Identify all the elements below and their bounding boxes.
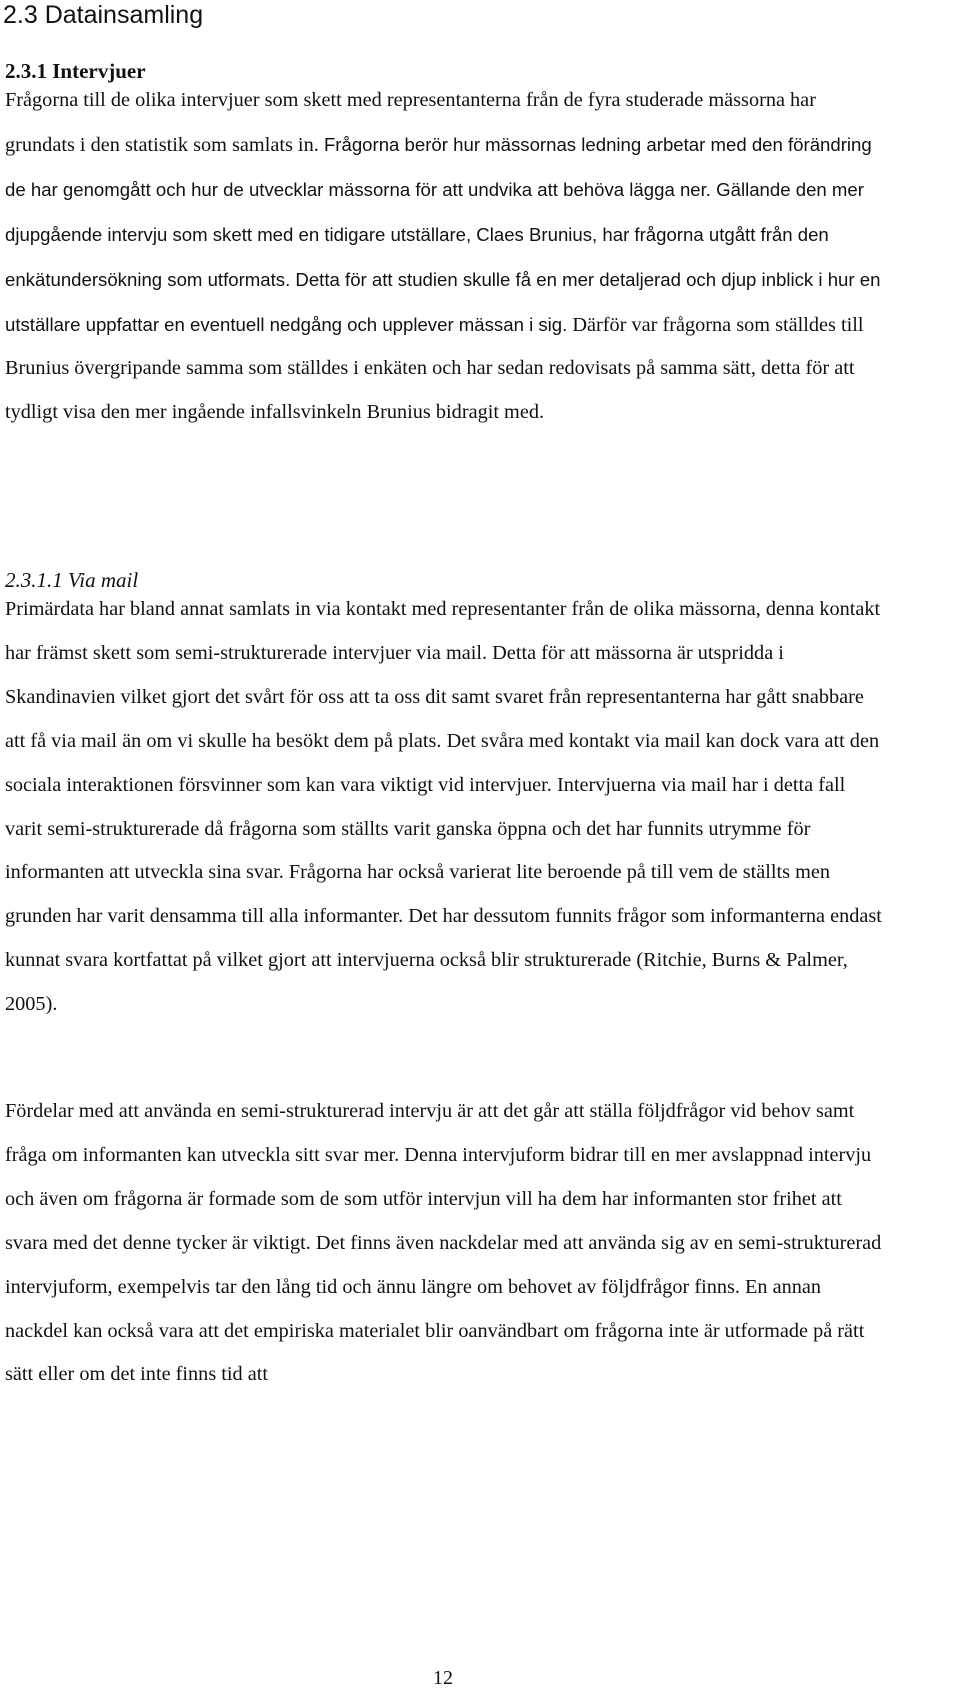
paragraph-semi-structured: Fördelar med att använda en semi-strukturerad intervju är att det går att ställa följdfrågor vid behov samt fråga om informanten kan utveckla sitt svar mer. Denna intervjuform bidrar till en mer avslappnad intervju och även om frågorna är formade som de som utför intervjun vill ha dem har informanten stor frihet att svara med det denne tycker är viktigt. Det finns även nackdelar med att använda sig av en semi-strukturerad intervjuform, exempelvis tar den lång tid och ännu längre om behovet av följdfrågor finns. En annan nackdel kan också vara att det empiriska materialet blir oanvändbart om frågorna inte är utformade på rätt sätt eller om det inte finns tid att [5,1100,882,1386]
paragraph-interviews-part-a: Frågorna till de olika intervjuer som skett med representanterna från de fyra studerade mässorna har grundats i den statistik som samlats in. [5,89,816,156]
paragraph-interviews-part-b: Frågorna berör hur mässornas ledning arbetar med den förändring de har genomgått och hur de utvecklar mässorna för att undvika att behöva lägga ner. [5,133,872,200]
page-number: 12 [433,1667,453,1689]
sub-subsection-heading: 2.3.1.1 Via mail [5,568,139,592]
section-heading: 2.3 Datainsamling [3,1,204,29]
paragraph-interviews-part-c: Gällande den mer djupgående intervju som skett med en tidigare utställare, Claes Brunius, har frågorna utgått från den enkätundersökning som utformats. Detta för att studien skulle få en mer detaljerad och djup inblick i hur en utställare uppfattar en eventuell nedgång och upplever mässan i sig. [5,178,881,335]
paragraph-interviews-part-d: Därför var frågorna som ställdes till Brunius övergripande samma som ställdes i enkäten och har sedan redovisats på samma sätt, detta för att tydligt visa den mer ingående infallsvinkeln Brunius bidragit med. [5,313,864,424]
subsection-heading: 2.3.1 Intervjuer [5,59,146,83]
paragraph-interviews [5,79,885,435]
paragraph-via-mail: Primärdata har bland annat samlats in via kontakt med representanter från de olika mässorna, denna kontakt har främst skett som semi-strukturerade intervjuer via mail. Detta för att mässorna är utspridda i Skandinavien vilket gjort det svårt för oss att ta oss dit samt svaret från representanterna har gått snabbare att få via mail än om vi skulle ha besökt dem på plats. Det svåra med kontakt via mail kan dock vara att den sociala interaktionen försvinner som kan vara viktigt vid intervjuer. Intervjuerna via mail har i detta fall varit semi-strukturerade då frågorna som ställts varit ganska öppna och det har funnits utrymme för informanten att utveckla sina svar. Frågorna har också varierat lite beroende på till vem de ställts men grunden har varit densamma till alla informanter. Det har dessutom funnits frågor som informanterna endast kunnat svara kortfattat på vilket gjort att intervjuerna också blir strukturerade (Ritchie, Burns & Palmer, 2005). [5,598,882,1016]
